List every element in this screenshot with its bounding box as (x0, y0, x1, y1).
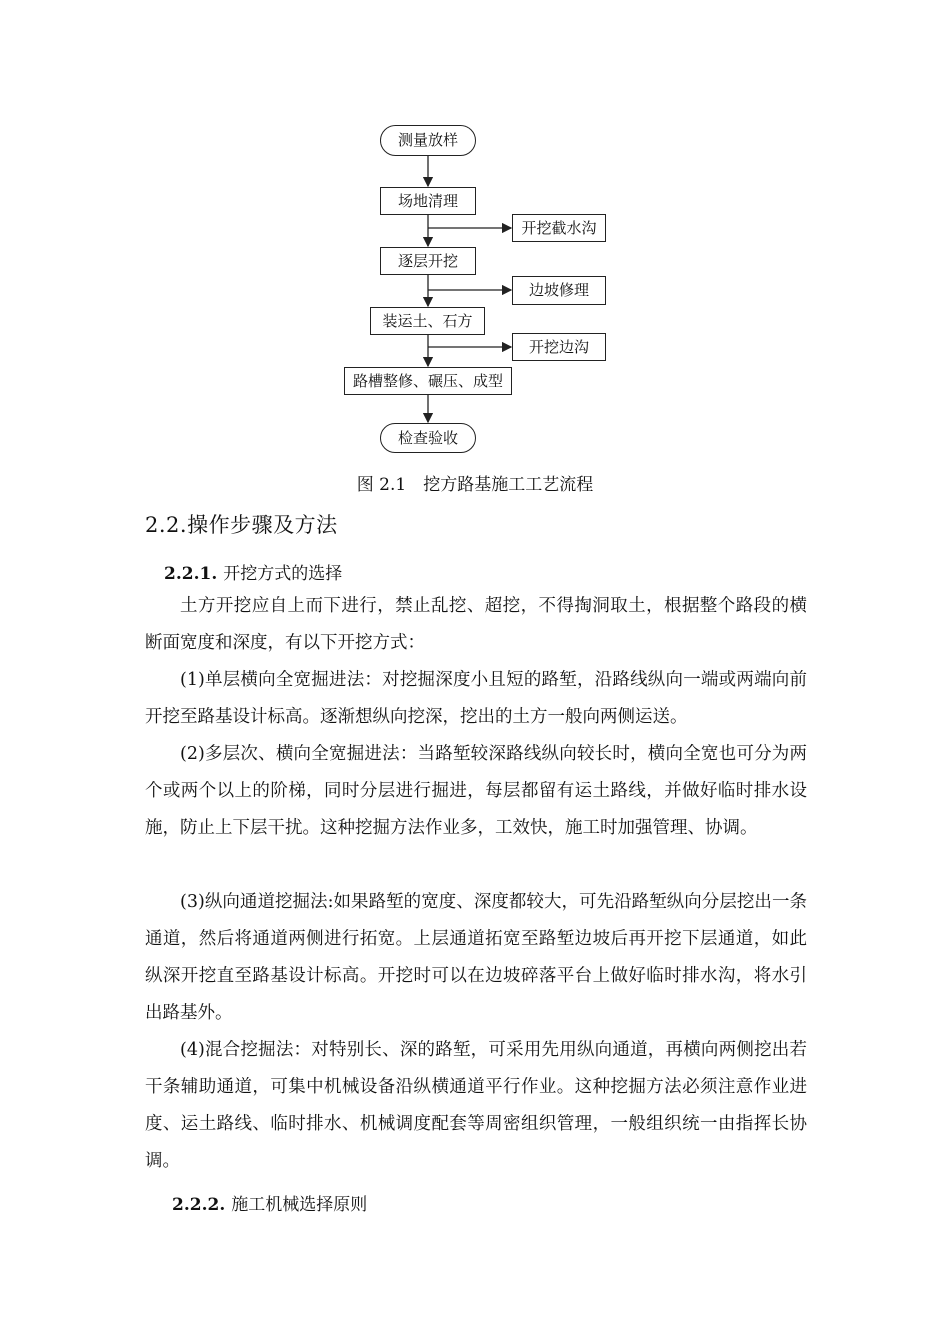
flow-node-label: 开挖截水沟 (521, 218, 597, 237)
flow-node-inspect (380, 423, 476, 453)
flow-node-label: 检查验收 (397, 428, 458, 447)
subsection-number: 2.2.1. (164, 564, 218, 584)
flow-node-load-transport (370, 307, 485, 335)
flow-node-label: 开挖边沟 (528, 337, 589, 356)
section-heading: 2.2.操作步骤及方法 (145, 513, 338, 537)
flow-node-measure (380, 125, 476, 156)
flow-node-slope-repair (512, 276, 606, 305)
construction-flowchart (0, 0, 950, 470)
subsection-title: 开挖方式的选择 (223, 564, 343, 584)
flow-node-label: 装运土、石方 (382, 311, 473, 330)
subsection-heading-2 (172, 1190, 367, 1215)
flow-node-intercept-ditch (512, 214, 606, 242)
paragraph-method-2: (2)多层次、横向全宽掘进法：当路堑较深路线纵向较长时，横向全宽也可分为两个或两个以上的阶梯，同时分层进行掘进，每层都留有运土路线，并做好临时排水设施，防止上下层干扰。这种挖掘方法作业多，工效快，施工时加强管理、协调。 (145, 744, 807, 838)
flowchart-connectors (0, 0, 950, 470)
paragraph-method-4: (4)混合挖掘法：对特别长、深的路堑，可采用先用纵向通道，再横向两侧挖出若干条辅助通道，可集中机械设备沿纵横通道平行作业。这种挖掘方法必须注意作业进度、运土路线、临时排水、机械调度配套等周密组织管理，一般组织统一由指挥长协调。 (145, 1040, 807, 1171)
flow-node-label: 路槽整修、碾压、成型 (352, 371, 503, 390)
subsection-heading-1 (164, 559, 342, 584)
subsection-number: 2.2.2. (172, 1195, 226, 1215)
paragraph-method-3: (3)纵向通道挖掘法:如果路堑的宽度、深度都较大，可先沿路堑纵向分层挖出一条通道，然后将通道两侧进行拓宽。上层通道拓宽至路堑边坡后再开挖下层通道，如此纵深开挖直至路基设计标高。开挖时可以在边坡碎落平台上做好临时排水沟，将水引出路基外。 (145, 892, 807, 1023)
flow-node-label: 场地清理 (397, 191, 458, 210)
figure-caption: 图 2.1 挖方路基施工工艺流程 (356, 475, 594, 495)
paragraph-intro: 土方开挖应自上而下进行，禁止乱挖、超挖，不得掏洞取土，根据整个路段的横断面宽度和深度，有以下开挖方式： (145, 596, 807, 653)
flow-node-clear (380, 187, 476, 215)
flow-node-layer-dig (380, 247, 476, 275)
flow-node-side-ditch (512, 333, 606, 361)
paragraph-method-1: (1)单层横向全宽掘进法：对挖掘深度小且短的路堑，沿路线纵向一端或两端向前开挖至路基设计标高。逐渐想纵向挖深，挖出的土方一般向两侧运送。 (145, 670, 807, 727)
flow-node-trough (344, 367, 512, 395)
flow-node-label: 逐层开挖 (397, 251, 458, 270)
flow-node-label: 边坡修理 (528, 281, 589, 299)
flow-node-label: 测量放样 (397, 131, 458, 149)
subsection-title: 施工机械选择原则 (231, 1195, 368, 1215)
